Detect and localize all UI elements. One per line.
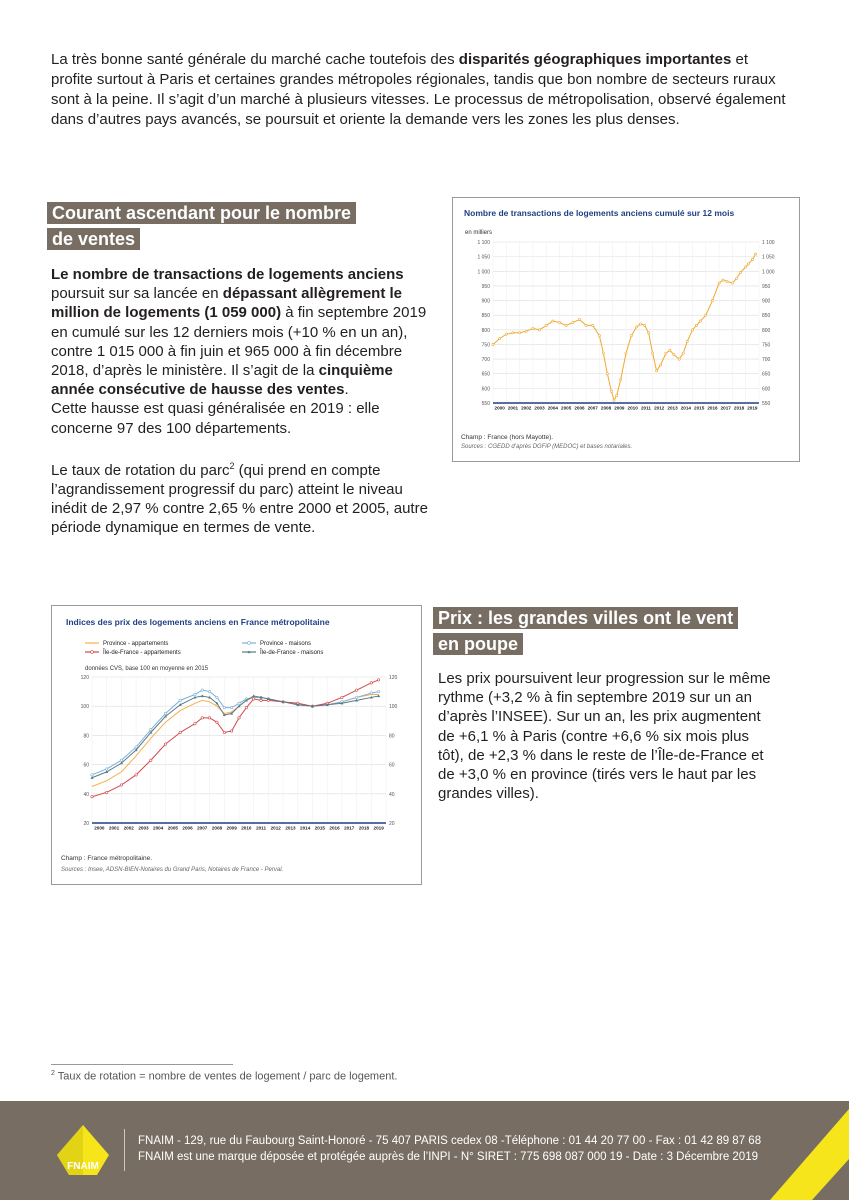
section-heading-ventes [47,201,356,253]
data-point [565,324,567,326]
chart-champ: Champ : France (hors Mayotte). [461,434,554,441]
y-tick-label-right: 120 [389,675,398,681]
intro-paragraph [51,50,791,130]
data-point [695,324,697,326]
footer-separator [124,1129,125,1171]
y-tick-label-right: 40 [389,791,395,798]
data-point [179,699,181,701]
data-point [525,330,527,332]
y-tick-label: 950 [481,283,490,290]
x-tick-label: 2007 [587,405,598,411]
y-tick-label-right: 900 [762,298,771,305]
x-tick-label: 2019 [373,825,384,831]
x-tick-label: 2000 [94,825,105,831]
y-tick-label: 550 [481,401,490,407]
data-point [106,768,108,770]
x-tick-label: 2015 [314,825,325,831]
data-point [120,784,122,786]
x-tick-label: 2018 [358,825,370,831]
y-tick-label: 800 [481,327,490,334]
data-point [552,320,554,322]
y-tick-label-right: 700 [762,357,771,364]
intro-text-2: et profite surtout à Paris et certaines grandes métropoles régionales, tandis que bon nombre de secteurs ruraux sont à la peine. Il s’agit d’un marché à plusieurs vitesses. Le processus de métropolisation, observé également dans d’autres pays avancés, se poursuit et oriente la demande vers les zones les plus denses. [51,51,786,128]
x-tick-label: 2011 [256,825,267,831]
yellow-stripe [770,1109,849,1200]
data-point [726,280,728,282]
data-point [636,326,638,328]
footnote-number: 2 [51,1070,55,1077]
data-point [223,731,225,733]
data-point [238,717,240,719]
data-point [705,314,707,316]
x-tick-label: 2003 [138,825,149,831]
data-point [606,373,608,375]
data-point [91,774,93,776]
data-point [630,335,632,337]
fnaim-logo [53,1123,113,1178]
data-point [578,318,580,320]
chart-source: Sources : Insee, ADSN-BIEN-Notaires du Grand Paris, Notaires de France - Perval. [61,867,284,873]
data-point [164,743,166,745]
data-point [735,277,737,279]
x-tick-label: 2006 [182,825,193,831]
series-line [493,254,756,400]
y-tick-label: 60 [83,762,89,769]
data-point [613,399,615,401]
section-heading-prix [433,606,738,658]
data-point [648,332,650,334]
data-point [355,696,357,698]
y-tick-label-right: 1 050 [762,254,775,261]
x-tick-label: 2002 [123,825,134,831]
data-point [120,759,122,761]
y-tick-label-right: 600 [762,386,771,393]
data-point [558,321,560,323]
x-tick-label: 2008 [211,825,223,831]
y-tick-label-right: 80 [389,733,395,740]
x-tick-label: 2018 [733,405,745,411]
series-line [92,695,379,787]
chart-champ: Champ : France métropolitaine. [61,855,153,862]
heading-line-1: Courant ascendant pour le nombre [47,202,356,224]
y-tick-label: 80 [83,733,89,740]
data-point [150,759,152,761]
data-point [230,730,232,732]
data-point [223,706,225,708]
data-point [135,774,137,776]
y-tick-label-right: 1 100 [762,240,775,246]
data-point [370,692,372,694]
x-tick-label: 2010 [241,825,252,831]
data-point [659,364,661,366]
data-point [545,324,547,326]
bold-text: Le nombre de transactions de logements anciens [51,266,404,283]
data-point [620,378,622,380]
y-tick-label: 120 [80,675,89,681]
y-tick-label: 1 100 [477,240,490,246]
data-point [682,352,684,354]
footer-text [138,1133,761,1165]
body-text: Cette hausse est quasi généralisée en 2019 : elle concerne 97 des 100 départements. [51,400,380,437]
data-point [592,324,594,326]
y-tick-label: 850 [481,313,490,320]
body-text: à fin septembre 2019 en cumulé sur les 12 derniers mois (+10 % en un an), contre 1 015 000 à fin juin et 965 000 à fin décembre 2018, d’après le ministère. Il s’agit de la [51,304,427,380]
intro-bold-1: disparités géographiques importantes [458,51,732,68]
legend-label: Île-de-France - maisons [260,650,324,656]
bold-text: cinquième année consécutive de hausse des ventes [51,362,393,399]
y-tick-label: 100 [80,704,89,711]
data-point [150,728,152,730]
data-point [747,263,749,265]
data-point [208,690,210,692]
data-point [260,699,262,701]
data-point [492,343,494,345]
x-tick-label: 2000 [494,405,505,411]
series-line [92,680,379,797]
logo-text: FNAIM [67,1161,99,1172]
y-tick-label-right: 850 [762,313,771,320]
x-tick-label: 2010 [627,405,638,411]
chart-prix-plot [52,606,421,884]
chart-source: Sources : CGEDD d’après DGFiP (MEDOC) et bases notariales. [461,444,633,450]
y-tick-label-right: 950 [762,283,771,290]
y-tick-label: 600 [481,386,490,393]
heading-line-2: de ventes [47,228,140,250]
data-point [722,279,724,281]
data-point [512,332,514,334]
x-tick-label: 2017 [344,825,355,831]
y-tick-label-right: 1 000 [762,269,775,276]
data-point [377,679,379,681]
data-point [230,706,232,708]
data-point [751,258,753,260]
data-point [699,320,701,322]
section2-body [438,669,773,803]
intro-text-1: La très bonne santé générale du marché cache toutefois des [51,51,459,68]
data-point [602,352,604,354]
data-point [616,395,618,397]
footnote-text: Taux de rotation = nombre de ventes de logement / parc de logement. [54,1070,398,1083]
data-point [341,696,343,698]
chart-title: Nombre de transactions de logements anciens cumulé sur 12 mois [464,208,735,218]
data-point [245,706,247,708]
data-point [669,349,671,351]
data-point [572,321,574,323]
y-tick-label: 20 [83,821,89,827]
x-tick-label: 2005 [167,825,178,831]
data-point [585,324,587,326]
x-tick-label: 2016 [329,825,340,831]
y-tick-label: 40 [83,791,89,798]
data-point [640,323,642,325]
x-tick-label: 2001 [108,825,120,831]
y-tick-label-right: 750 [762,342,771,349]
x-tick-label: 2013 [667,405,678,411]
legend-label: Île-de-France - appartements [103,650,181,656]
data-point [655,370,657,372]
x-tick-label: 2009 [226,825,237,831]
legend-marker [91,651,94,654]
series-line [92,690,379,775]
y-tick-label-right: 650 [762,371,771,378]
y-tick-label-right: 550 [762,401,771,407]
x-tick-label: 2007 [197,825,208,831]
x-tick-label: 2016 [707,405,718,411]
data-point [598,335,600,337]
data-point [538,329,540,331]
y-tick-label: 750 [481,342,490,349]
data-point [691,329,693,331]
data-point [253,698,255,700]
x-tick-label: 2017 [720,405,731,411]
x-tick-label: 2013 [285,825,296,831]
data-point [135,746,137,748]
x-tick-label: 2001 [507,405,519,411]
data-point [194,723,196,725]
footnote [51,1070,397,1083]
body-text: Le taux de rotation du parc [51,461,230,479]
data-point [238,702,240,704]
data-point [519,332,521,334]
data-point [673,354,675,356]
y-tick-label-right: 800 [762,327,771,334]
data-point [678,358,680,360]
data-point [625,352,627,354]
x-tick-label: 2009 [614,405,625,411]
y-tick-label: 650 [481,371,490,378]
footnote-divider [51,1064,233,1065]
data-point [499,338,501,340]
y-tick-label: 700 [481,357,490,364]
data-point [665,352,667,354]
data-point [711,299,713,301]
data-point [216,696,218,698]
x-tick-label: 2014 [300,825,311,831]
y-tick-label: 900 [481,298,490,305]
chart-unit: en milliers [465,230,493,236]
data-point [164,712,166,714]
section1-body [51,265,436,538]
x-tick-label: 2006 [574,405,585,411]
data-point [216,721,218,723]
chart-unit: données CVS, base 100 en moyenne en 2015 [85,666,209,672]
data-point [755,253,757,255]
chart-transactions [452,197,800,462]
data-point [201,689,203,691]
data-point [644,324,646,326]
body-text: (qui prend en compte l’agrandissement progressif du parc) atteint le niveau inédit de 2,97 % contre 2,65 % entre 2000 et 2005, autre période dynamique en termes de vente. [51,461,428,537]
body-text: . [344,381,349,399]
data-point [106,791,108,793]
data-point [208,717,210,719]
y-tick-label-right: 60 [389,762,395,769]
legend-label: Province - appartements [103,641,169,647]
x-tick-label: 2019 [747,405,758,411]
data-point [355,689,357,691]
x-tick-label: 2005 [561,405,572,411]
data-point [194,693,196,695]
series-line [92,696,379,778]
data-point [686,340,688,342]
x-tick-label: 2008 [600,405,612,411]
y-tick-label: 1 050 [477,254,490,261]
x-tick-label: 2011 [640,405,651,411]
x-tick-label: 2004 [547,405,558,411]
chart-prix [51,605,422,885]
bold-text: dépassant allègrement le million de logements (1 059 000) [51,285,403,322]
data-point [179,731,181,733]
data-point [532,327,534,329]
data-point [505,333,507,335]
x-tick-label: 2004 [153,825,164,831]
data-point [745,266,747,268]
y-tick-label-right: 100 [389,704,398,711]
body-text: poursuit sur sa lancée en [51,285,223,303]
x-tick-label: 2002 [521,405,532,411]
y-tick-label-right: 20 [389,821,395,827]
x-tick-label: 2012 [270,825,281,831]
data-point [652,352,654,354]
x-tick-label: 2012 [654,405,665,411]
data-point [718,282,720,284]
data-point [201,717,203,719]
data-point [370,682,372,684]
x-tick-label: 2014 [680,405,691,411]
data-point [91,796,93,798]
heading-line-2: en poupe [433,633,523,655]
footer-line-1: FNAIM - 129, rue du Faubourg Saint-Honoré - 75 407 PARIS cedex 08 -Téléphone : 01 44 20 77 00 - Fax : 01 42 89 87 68 [138,1135,762,1147]
legend-label: Province - maisons [260,641,312,647]
data-point [377,690,379,692]
data-point [610,390,612,392]
data-point [739,272,741,274]
chart-transactions-plot [453,198,799,461]
x-tick-label: 2003 [534,405,545,411]
x-tick-label: 2015 [694,405,705,411]
heading-line-1: Prix : les grandes villes ont le vent [433,607,738,629]
legend-marker [248,642,251,645]
y-tick-label: 1 000 [477,269,490,276]
footer-line-2: FNAIM est une marque déposée et protégée auprès de l’INPI - N° SIRET : 775 698 087 000 19 - Date : 3 Décembre 2019 [138,1151,758,1163]
footnote-ref: 2 [229,460,235,471]
data-point [731,282,733,284]
body-text: Les prix poursuivent leur progression sur le même rythme (+3,2 % à fin septembre 2019 sur un an d’après l’INSEE). Sur un an, les prix augmentent de +6,1 % à Paris (contre +6,6 % six mois plus tôt), de +2,3 % dans le reste de l’Île-de-France et de +3,0 % en province (tirés vers le haut par les grandes villes). [438,670,771,803]
chart-title: Indices des prix des logements anciens en France métropolitaine [66,617,330,627]
